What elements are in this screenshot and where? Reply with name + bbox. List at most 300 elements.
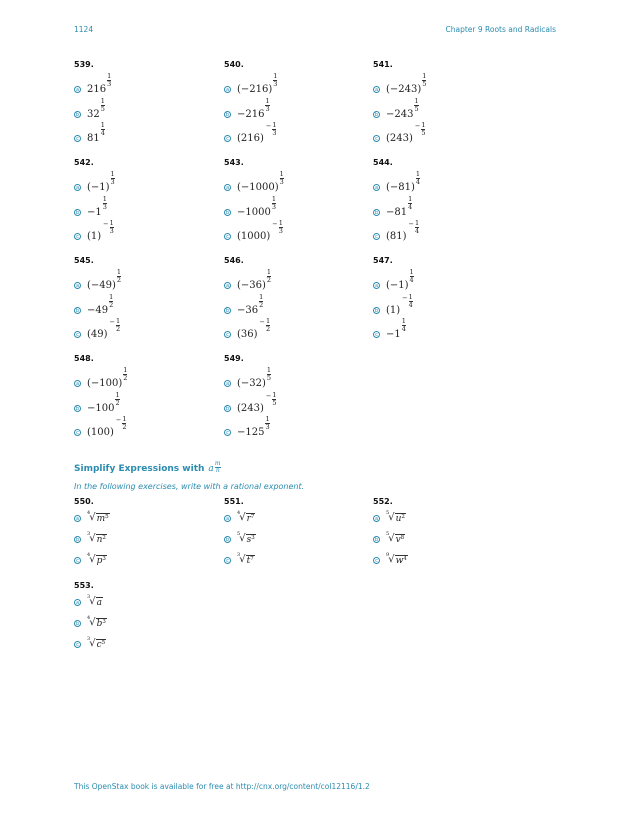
radicand-variable: m bbox=[96, 514, 106, 524]
radical-index: 4 bbox=[87, 615, 91, 621]
exponent-numerator: 1 bbox=[107, 72, 112, 80]
part-letter: c bbox=[224, 233, 231, 240]
exponent-denominator: 2 bbox=[115, 325, 121, 333]
radical-sign: √ bbox=[89, 533, 96, 544]
page-number: 1124 bbox=[74, 25, 94, 34]
exercise-number: 548. bbox=[74, 354, 94, 363]
exercise-part bbox=[74, 317, 121, 342]
exponent-denominator: 4 bbox=[415, 178, 421, 186]
radical-expression bbox=[237, 510, 255, 524]
exponent bbox=[101, 219, 114, 244]
exponent bbox=[108, 293, 114, 318]
fraction-exponent bbox=[272, 122, 276, 137]
part-letter: c bbox=[224, 429, 231, 436]
exponent-denominator: 2 bbox=[109, 301, 114, 309]
exercise-part bbox=[74, 594, 103, 608]
fraction-exponent bbox=[280, 171, 284, 186]
base-expression: −49 bbox=[87, 305, 109, 316]
exponent-denominator: 3 bbox=[279, 178, 284, 186]
radical-index: 3 bbox=[87, 636, 91, 642]
part-letter: a bbox=[75, 380, 80, 387]
exercise-number: 545. bbox=[74, 256, 94, 265]
exponent-denominator: 3 bbox=[278, 227, 283, 235]
radicand bbox=[246, 513, 256, 524]
exponent-denominator: 5 bbox=[272, 399, 277, 407]
exponent-numerator: 1 bbox=[408, 195, 413, 203]
part-letter: a bbox=[225, 86, 230, 93]
part-letter: c bbox=[224, 557, 231, 564]
exercise-number: 544. bbox=[373, 158, 393, 167]
exercise-part bbox=[224, 531, 256, 545]
part-letter: c bbox=[74, 429, 81, 436]
radical-sign: √ bbox=[89, 638, 96, 649]
exercise-number: 549. bbox=[224, 354, 244, 363]
exponent bbox=[413, 97, 419, 122]
exponent bbox=[400, 293, 413, 318]
base-expression: 81 bbox=[87, 133, 100, 144]
exercise-part bbox=[373, 72, 427, 97]
exercise-part bbox=[373, 219, 420, 244]
exponent-numerator: 1 bbox=[266, 268, 272, 276]
radical-expression bbox=[386, 552, 408, 566]
exercise-number: 540. bbox=[224, 60, 244, 69]
exercise-part bbox=[74, 72, 112, 97]
exponent bbox=[108, 317, 121, 342]
radical-expression bbox=[87, 636, 106, 650]
base-expression: (216) bbox=[237, 133, 264, 144]
exercise-part bbox=[373, 195, 413, 220]
radical-expression bbox=[87, 552, 107, 566]
exercise-part bbox=[373, 170, 421, 195]
radicand-variable: s bbox=[246, 535, 252, 545]
exponent-numerator: 1 bbox=[401, 317, 406, 325]
exercise-part bbox=[74, 366, 128, 391]
negative-sign: − bbox=[272, 220, 278, 228]
fraction-exponent bbox=[410, 269, 414, 284]
exercise-part bbox=[224, 121, 277, 146]
fraction-exponent bbox=[267, 367, 271, 382]
base-expression: (−49) bbox=[87, 280, 116, 291]
exercise-part bbox=[74, 268, 122, 293]
exercise-part bbox=[224, 391, 277, 416]
exponent bbox=[421, 72, 427, 97]
base-expression: −216 bbox=[237, 109, 265, 120]
fraction-exponent bbox=[265, 98, 269, 113]
exercise-number: 553. bbox=[74, 581, 94, 590]
radicand-exponent: 7 bbox=[250, 556, 254, 562]
part-letter: b bbox=[374, 209, 379, 216]
fraction-exponent bbox=[409, 294, 413, 309]
exponent-numerator: 1 bbox=[115, 317, 121, 325]
section-exp-num: m bbox=[214, 460, 221, 467]
part-letter: a bbox=[225, 380, 230, 387]
exercise bbox=[224, 256, 272, 340]
exponent-numerator: 1 bbox=[122, 415, 127, 423]
radical-expression bbox=[87, 510, 110, 524]
radicand bbox=[395, 534, 406, 545]
base-expression: (−216) bbox=[237, 84, 273, 95]
fraction-exponent bbox=[272, 392, 276, 407]
exponent-numerator: 1 bbox=[265, 415, 270, 423]
fraction-exponent bbox=[267, 269, 271, 284]
radicand-exponent: 5 bbox=[105, 514, 109, 520]
exercise-part bbox=[74, 636, 106, 650]
exponent bbox=[407, 219, 420, 244]
radicand-variable: n bbox=[96, 535, 103, 545]
exponent-numerator: 1 bbox=[278, 219, 283, 227]
fraction-exponent bbox=[272, 196, 276, 211]
exponent bbox=[116, 268, 122, 293]
radical-sign: √ bbox=[89, 554, 96, 565]
radical-sign: √ bbox=[89, 617, 96, 628]
exponent-numerator: 1 bbox=[110, 170, 115, 178]
part-letter: c bbox=[74, 331, 81, 338]
exercise bbox=[373, 158, 421, 242]
section-var: a bbox=[208, 464, 214, 474]
exponent-numerator: 1 bbox=[100, 121, 105, 129]
exponent-numerator: 1 bbox=[123, 366, 128, 374]
section-exp-den: n bbox=[215, 467, 220, 474]
exponent-denominator: 5 bbox=[422, 80, 427, 88]
exponent-numerator: 1 bbox=[115, 391, 120, 399]
radical-index: 5 bbox=[237, 531, 241, 537]
fraction-exponent bbox=[259, 294, 263, 309]
exponent bbox=[258, 317, 271, 342]
exponent-numerator: 1 bbox=[109, 219, 114, 227]
radical-expression bbox=[87, 594, 103, 608]
base-expression: (−1) bbox=[87, 182, 110, 193]
base-expression: (243) bbox=[386, 133, 413, 144]
base-expression: (−243) bbox=[386, 84, 422, 95]
exponent-denominator: 3 bbox=[271, 203, 276, 211]
radicand-variable: r bbox=[246, 514, 251, 524]
radical-index: 3 bbox=[87, 594, 91, 600]
exponent-numerator: 1 bbox=[266, 366, 272, 374]
radicand-exponent: 8 bbox=[400, 535, 405, 541]
exercise-part bbox=[224, 293, 264, 318]
radical-expression bbox=[87, 615, 107, 629]
fraction-exponent bbox=[265, 416, 269, 431]
exponent-denominator: 2 bbox=[123, 374, 128, 382]
exercise-part bbox=[74, 391, 120, 416]
radicand-exponent: 5 bbox=[101, 640, 106, 646]
part-letter: b bbox=[374, 307, 379, 314]
exercise-number: 550. bbox=[74, 497, 94, 506]
exercise bbox=[74, 497, 109, 566]
part-letter: b bbox=[374, 111, 379, 118]
exponent-denominator: 4 bbox=[408, 301, 413, 309]
exponent bbox=[264, 415, 270, 440]
exponent-numerator: 1 bbox=[100, 97, 105, 105]
exponent-numerator: 1 bbox=[409, 268, 414, 276]
exponent bbox=[266, 366, 272, 391]
radicand-variable: t bbox=[246, 556, 251, 566]
exponent-denominator: 5 bbox=[100, 105, 105, 113]
fraction-exponent bbox=[414, 98, 418, 113]
negative-sign: − bbox=[103, 220, 109, 228]
exponent bbox=[266, 268, 272, 293]
exponent-numerator: 1 bbox=[272, 121, 277, 129]
part-letter: a bbox=[75, 599, 80, 606]
exponent-numerator: 1 bbox=[279, 170, 284, 178]
radicand bbox=[96, 534, 107, 545]
base-expression: −1 bbox=[386, 329, 401, 340]
exercise-part bbox=[373, 97, 419, 122]
fraction-exponent bbox=[115, 392, 119, 407]
exercise bbox=[373, 256, 414, 340]
exponent bbox=[415, 170, 421, 195]
part-letter: b bbox=[75, 536, 80, 543]
radical-sign: √ bbox=[239, 512, 246, 523]
radical-index: 9 bbox=[386, 552, 390, 558]
radicand bbox=[395, 555, 408, 566]
exponent-denominator: 3 bbox=[107, 80, 112, 88]
fraction-exponent bbox=[279, 220, 283, 235]
radical-index: 3 bbox=[87, 531, 91, 537]
exercise-part bbox=[373, 510, 406, 524]
exercise-part bbox=[224, 97, 270, 122]
fraction-exponent bbox=[109, 294, 113, 309]
exercise-number: 543. bbox=[224, 158, 244, 167]
radicand-variable: a bbox=[96, 598, 102, 608]
exercise bbox=[74, 581, 106, 650]
exponent-denominator: 3 bbox=[102, 203, 107, 211]
exponent-denominator: 2 bbox=[259, 301, 264, 309]
exercise bbox=[224, 497, 255, 566]
part-letter: a bbox=[225, 184, 230, 191]
exponent bbox=[110, 170, 115, 195]
exercise bbox=[74, 354, 128, 438]
base-expression: (36) bbox=[237, 329, 258, 340]
exponent-denominator: 4 bbox=[414, 227, 420, 235]
exercise-part bbox=[74, 531, 107, 545]
base-expression: (100) bbox=[87, 427, 114, 438]
radical-expression bbox=[237, 552, 255, 566]
exercise-part bbox=[74, 170, 115, 195]
part-letter: a bbox=[75, 184, 80, 191]
exercise-part bbox=[224, 510, 255, 524]
instructions: In the following exercises, write with a rational exponent. bbox=[74, 482, 305, 491]
part-letter: c bbox=[74, 557, 81, 564]
exponent bbox=[264, 121, 277, 146]
negative-sign: − bbox=[402, 294, 408, 302]
exercise-part bbox=[373, 268, 414, 293]
exponent bbox=[264, 97, 270, 122]
radicand-exponent: 4 bbox=[403, 556, 407, 562]
exercise-part bbox=[224, 170, 284, 195]
radical-sign: √ bbox=[388, 512, 395, 523]
fraction-exponent bbox=[415, 220, 419, 235]
part-letter: b bbox=[75, 209, 80, 216]
exponent-numerator: 1 bbox=[265, 317, 271, 325]
part-letter: b bbox=[75, 307, 80, 314]
part-letter: c bbox=[373, 135, 380, 142]
exercise-part bbox=[74, 293, 114, 318]
exponent-numerator: 1 bbox=[109, 293, 114, 301]
base-expression: (−81) bbox=[386, 182, 415, 193]
part-letter: a bbox=[225, 282, 230, 289]
part-letter: b bbox=[75, 620, 80, 627]
fraction-exponent bbox=[402, 318, 406, 333]
exponent-denominator: 4 bbox=[409, 276, 414, 284]
exponent-numerator: 1 bbox=[422, 72, 427, 80]
base-expression: −243 bbox=[386, 109, 414, 120]
exponent-numerator: 1 bbox=[271, 195, 276, 203]
base-expression: (−100) bbox=[87, 378, 123, 389]
exercise-part bbox=[224, 219, 283, 244]
exercise-part bbox=[74, 219, 114, 244]
exercise bbox=[74, 256, 122, 340]
radicand bbox=[246, 534, 256, 545]
exercise-part bbox=[224, 195, 276, 220]
exercise-part bbox=[74, 195, 107, 220]
fraction-exponent bbox=[101, 98, 105, 113]
exercise-part bbox=[373, 293, 413, 318]
base-expression: 32 bbox=[87, 109, 100, 120]
radicand-variable: b bbox=[96, 619, 103, 629]
base-expression: (81) bbox=[386, 231, 407, 242]
radical-expression bbox=[386, 531, 405, 545]
exercise bbox=[224, 354, 277, 438]
exercise-part bbox=[74, 552, 107, 566]
negative-sign: − bbox=[414, 122, 421, 130]
exponent-denominator: 4 bbox=[408, 203, 413, 211]
exercise bbox=[74, 158, 115, 242]
base-expression: −100 bbox=[87, 403, 115, 414]
radical-index: 4 bbox=[237, 510, 241, 516]
exponent bbox=[271, 195, 276, 220]
radicand bbox=[96, 597, 103, 608]
base-expression: −1 bbox=[87, 207, 102, 218]
exponent-numerator: 1 bbox=[116, 268, 122, 276]
exercise-number: 547. bbox=[373, 256, 393, 265]
base-expression: (−36) bbox=[237, 280, 266, 291]
exponent-numerator: 1 bbox=[421, 121, 426, 129]
fraction-exponent bbox=[266, 318, 270, 333]
exercise-part bbox=[224, 366, 272, 391]
part-letter: c bbox=[373, 331, 380, 338]
base-expression: −36 bbox=[237, 305, 259, 316]
exercise-part bbox=[74, 510, 110, 524]
part-letter: c bbox=[74, 233, 81, 240]
exponent bbox=[401, 317, 406, 342]
chapter-title: Chapter 9 Roots and Radicals bbox=[445, 25, 556, 34]
exponent-numerator: 1 bbox=[259, 293, 264, 301]
radical-sign: √ bbox=[388, 533, 395, 544]
radicand-exponent: 3 bbox=[251, 535, 255, 541]
fraction-exponent bbox=[123, 367, 127, 382]
base-expression: −125 bbox=[237, 427, 265, 438]
radicand bbox=[96, 639, 107, 650]
exponent bbox=[102, 195, 107, 220]
radical-index: 4 bbox=[87, 510, 91, 516]
base-expression: −81 bbox=[386, 207, 408, 218]
base-expression: (−32) bbox=[237, 378, 266, 389]
radical-sign: √ bbox=[388, 554, 395, 565]
exercise-part bbox=[373, 531, 405, 545]
base-expression: (49) bbox=[87, 329, 108, 340]
exercise bbox=[74, 60, 112, 144]
exercise bbox=[373, 497, 407, 566]
exercise bbox=[224, 60, 278, 144]
radical-expression bbox=[237, 531, 256, 545]
exercise-part bbox=[74, 97, 105, 122]
part-letter: a bbox=[374, 184, 379, 191]
exercise-number: 552. bbox=[373, 497, 393, 506]
exercise-part bbox=[224, 552, 255, 566]
radicand-variable: u bbox=[395, 514, 402, 524]
exponent bbox=[100, 97, 105, 122]
exercise-part bbox=[74, 415, 127, 440]
footer-text: This OpenStax book is available for free at http://cnx.org/content/col12116/1.2 bbox=[74, 782, 370, 791]
fraction-exponent bbox=[117, 269, 121, 284]
radicand bbox=[96, 513, 110, 524]
radicand-variable: c bbox=[96, 640, 102, 650]
exponent-denominator: 5 bbox=[421, 129, 426, 137]
exponent-denominator: 3 bbox=[265, 105, 270, 113]
exercise-part bbox=[74, 615, 107, 629]
base-expression: (−1000) bbox=[237, 182, 279, 193]
exponent bbox=[106, 72, 112, 97]
exponent-numerator: 1 bbox=[414, 219, 420, 227]
exponent bbox=[122, 366, 128, 391]
radicand-exponent: 3 bbox=[102, 556, 106, 562]
radicand bbox=[96, 555, 107, 566]
base-expression: (1000) bbox=[237, 231, 271, 242]
part-letter: a bbox=[374, 515, 379, 522]
exponent-denominator: 2 bbox=[122, 423, 127, 431]
exponent-denominator: 2 bbox=[265, 325, 271, 333]
fraction-exponent bbox=[273, 73, 277, 88]
exercise-part bbox=[74, 121, 105, 146]
exponent-numerator: 1 bbox=[102, 195, 107, 203]
radicand-exponent: 2 bbox=[102, 535, 106, 541]
part-letter: b bbox=[225, 209, 230, 216]
radical-index: 3 bbox=[237, 552, 241, 558]
radicand-variable: v bbox=[395, 535, 401, 545]
exponent-denominator: 3 bbox=[109, 227, 114, 235]
part-letter: c bbox=[224, 331, 231, 338]
radicand bbox=[395, 513, 406, 524]
negative-sign: − bbox=[265, 392, 272, 400]
exponent-denominator: 2 bbox=[266, 276, 272, 284]
exponent-numerator: 1 bbox=[408, 293, 413, 301]
part-letter: a bbox=[374, 282, 379, 289]
radicand-exponent: 2 bbox=[401, 514, 405, 520]
fraction-exponent bbox=[107, 73, 111, 88]
part-letter: a bbox=[75, 282, 80, 289]
part-letter: a bbox=[75, 515, 80, 522]
radicand-exponent: 3 bbox=[102, 619, 106, 625]
exponent-numerator: 1 bbox=[414, 97, 419, 105]
exercise-part bbox=[224, 72, 278, 97]
radicand bbox=[96, 618, 107, 629]
exponent-denominator: 3 bbox=[110, 178, 115, 186]
exponent-numerator: 1 bbox=[272, 391, 277, 399]
radical-index: 5 bbox=[386, 531, 390, 537]
part-letter: c bbox=[373, 233, 380, 240]
exercise-part bbox=[224, 317, 271, 342]
exponent-numerator: 1 bbox=[265, 97, 270, 105]
exponent bbox=[114, 391, 120, 416]
negative-sign: − bbox=[408, 220, 414, 228]
part-letter: b bbox=[75, 111, 80, 118]
fraction-exponent bbox=[122, 416, 126, 431]
fraction-exponent bbox=[421, 122, 425, 137]
radicand-variable: w bbox=[395, 556, 404, 566]
exponent bbox=[272, 72, 278, 97]
exponent bbox=[114, 415, 127, 440]
